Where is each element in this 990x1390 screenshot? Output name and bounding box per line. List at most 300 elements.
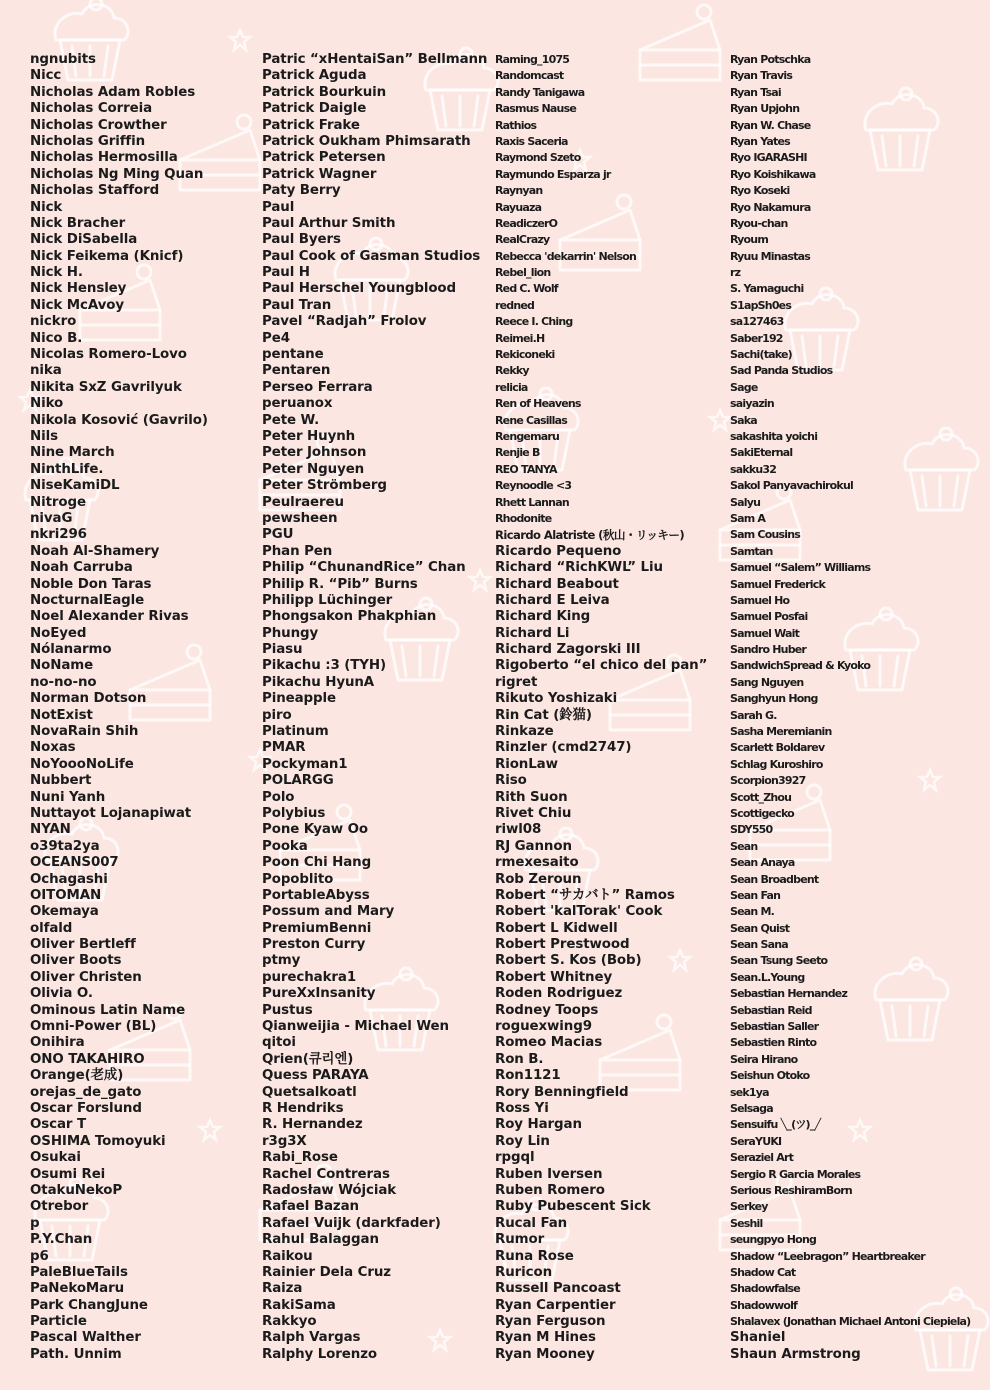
credit-name: PMAR bbox=[262, 740, 306, 756]
credit-name: Pooka bbox=[262, 838, 308, 854]
credit-name: Quess PARAYA bbox=[262, 1068, 369, 1084]
credit-name: Sebastian Hernandez bbox=[730, 987, 848, 1001]
credit-name: Sam A bbox=[730, 511, 766, 525]
credit-name: Ralphy Lorenzo bbox=[262, 1346, 377, 1362]
credit-name: Noel Alexander Rivas bbox=[30, 609, 189, 625]
credit-name: Sang Nguyen bbox=[730, 675, 804, 689]
credit-name: Qianweijia - Michael Wen bbox=[262, 1019, 449, 1035]
credit-name: Rinkaze bbox=[495, 724, 554, 740]
credit-name: Rith Suon bbox=[495, 789, 568, 805]
credit-name: Pineapple bbox=[262, 691, 336, 707]
credit-name: Ross Yi bbox=[495, 1101, 549, 1116]
credit-name: Polo bbox=[262, 789, 295, 805]
credit-name: Romeo Macias bbox=[495, 1035, 603, 1051]
credit-name: Rafael Vuijk (darkfader) bbox=[262, 1215, 441, 1231]
credit-name: Nicholas Hermosilla bbox=[30, 150, 178, 166]
credit-name: Rasmus Nause bbox=[495, 102, 576, 116]
credit-name: relicia bbox=[495, 380, 528, 394]
credit-name: Rakkyo bbox=[262, 1314, 317, 1330]
credits-column-3 bbox=[495, 52, 707, 1363]
credit-name: Ruricon bbox=[495, 1264, 553, 1280]
credit-name: Rathios bbox=[495, 118, 537, 132]
credit-name: Serkey bbox=[730, 1200, 768, 1214]
credit-name: Peter Strömberg bbox=[262, 478, 387, 494]
credit-name: Reynoodle <3 bbox=[495, 479, 572, 493]
credit-name: rmexesaito bbox=[495, 855, 579, 871]
credit-name: peruanox bbox=[262, 396, 333, 412]
credit-name: sakashita yoichi bbox=[730, 429, 818, 443]
credit-name: Scarlett Boldarev bbox=[730, 741, 825, 755]
credit-name: rigret bbox=[495, 674, 538, 690]
credit-name: Norman Dotson bbox=[30, 691, 147, 707]
credit-name: Ryan Carpentier bbox=[495, 1297, 616, 1313]
credit-name: Rhett Lannan bbox=[495, 495, 569, 509]
credit-name: Ron B. bbox=[495, 1051, 544, 1067]
credit-name: Patrick Oukham Phimsarath bbox=[262, 133, 471, 149]
credit-name: Nuttayot Lojanapiwat bbox=[30, 805, 192, 821]
credit-name: Peulraereu bbox=[262, 494, 344, 510]
credit-name: r3g3X bbox=[262, 1133, 307, 1149]
credit-name: Platinum bbox=[262, 724, 329, 740]
credit-name: OSHIMA Tomoyuki bbox=[30, 1133, 166, 1149]
credit-name: Scottigecko bbox=[730, 806, 794, 820]
credit-name: Rucal Fan bbox=[495, 1215, 568, 1231]
credit-name: R. Hernandez bbox=[262, 1117, 363, 1133]
credit-name: Richard “RichKWL” Liu bbox=[495, 560, 663, 576]
credit-name: S1apSh0es bbox=[730, 298, 792, 312]
credit-name: rpgql bbox=[495, 1150, 535, 1166]
credit-name: p bbox=[30, 1215, 40, 1231]
credit-name: S. Yamaguchi bbox=[730, 282, 804, 296]
credit-name: PaNekoMaru bbox=[30, 1281, 125, 1297]
credit-name: Sean M. bbox=[730, 905, 774, 919]
credit-name: Samuel Posfai bbox=[730, 610, 808, 624]
credit-name: Roden Rodriguez bbox=[495, 986, 623, 1002]
credit-name: Raxis Saceria bbox=[495, 134, 568, 148]
credit-name: Ryan Travis bbox=[730, 69, 793, 83]
credit-name: Robert 'kalTorak' Cook bbox=[495, 904, 663, 920]
credit-name: nkri296 bbox=[30, 527, 87, 543]
credit-name: Pascal Walther bbox=[30, 1330, 141, 1346]
credit-name: Niko bbox=[30, 396, 64, 412]
credit-name: Sam Cousins bbox=[730, 528, 800, 542]
credit-name: Osukai bbox=[30, 1150, 81, 1166]
credit-name: Salyu bbox=[730, 495, 761, 509]
credits-column-4 bbox=[730, 52, 970, 1363]
credit-name: Nicholas Correia bbox=[30, 101, 153, 117]
credit-name: NovaRain Shih bbox=[30, 724, 139, 740]
credit-name: Seshil bbox=[730, 1216, 763, 1230]
credit-name: Sachi(take) bbox=[730, 348, 792, 362]
credit-name: Philipp Lüchinger bbox=[262, 592, 393, 608]
credit-name: saiyazin bbox=[730, 397, 774, 411]
credit-name: Robert Prestwood bbox=[495, 937, 630, 953]
credit-name: Rivet Chiu bbox=[495, 805, 572, 821]
credit-name: purechakra1 bbox=[262, 969, 357, 985]
credit-name: Richard Beabout bbox=[495, 576, 619, 592]
credit-name: Quetsalkoatl bbox=[262, 1084, 357, 1100]
credit-name: Paul H bbox=[262, 265, 310, 281]
credit-name: Raming_1075 bbox=[495, 53, 570, 66]
credit-name: Peter Nguyen bbox=[262, 461, 365, 477]
credit-name: P.Y.Chan bbox=[30, 1232, 93, 1248]
credit-name: qitoi bbox=[262, 1035, 296, 1051]
credit-name: Ruben Iversen bbox=[495, 1166, 603, 1182]
credit-name: Roy Lin bbox=[495, 1133, 550, 1149]
credit-name: sek1ya bbox=[730, 1085, 769, 1099]
credit-name: Patrick Aguda bbox=[262, 68, 367, 84]
credit-name: Otrebor bbox=[30, 1199, 89, 1215]
credit-name: Richard Zagorski III bbox=[495, 642, 641, 658]
credit-name: Radosław Wójciak bbox=[262, 1182, 397, 1198]
credit-name: Patrick Wagner bbox=[262, 166, 377, 182]
credit-name: Nikola Kosović (Gavrilo) bbox=[30, 412, 208, 428]
credit-name: Ricardo Alatriste (秋山・リッキー) bbox=[495, 528, 685, 543]
credit-name: Shadowfalse bbox=[730, 1282, 800, 1296]
credit-name: Rebecca 'dekarrin' Nelson bbox=[495, 249, 637, 263]
credit-name: olfald bbox=[30, 920, 73, 936]
credit-name: Oscar T bbox=[30, 1117, 87, 1133]
credit-name: Rumor bbox=[495, 1232, 545, 1248]
credit-name: Nubbert bbox=[30, 773, 92, 789]
credit-name: ReadiczerO bbox=[495, 216, 558, 230]
credit-name: Randomcast bbox=[495, 69, 564, 83]
credit-name: Rory Benningfield bbox=[495, 1084, 629, 1100]
credit-name: NiseKamiDL bbox=[30, 478, 120, 494]
credit-name: Rekky bbox=[495, 364, 529, 378]
credit-name: Pikachu HyunA bbox=[262, 674, 375, 690]
credit-name: roguexwing9 bbox=[495, 1019, 592, 1035]
credit-name: Paul Herschel Youngblood bbox=[262, 281, 457, 297]
credit-name: OtakuNekoP bbox=[30, 1182, 123, 1198]
credit-name: Sean Broadbent bbox=[730, 872, 819, 886]
credit-name: Scorpion3927 bbox=[730, 774, 806, 788]
credit-name: Sarah G. bbox=[730, 708, 777, 722]
credit-name: Seira Hirano bbox=[730, 1052, 798, 1066]
credit-name: Nick Hensley bbox=[30, 281, 127, 297]
credit-name: Robert S. Kos (Bob) bbox=[495, 953, 642, 969]
credit-name: Nick bbox=[30, 199, 63, 215]
credit-name: Nicolas Romero-Lovo bbox=[30, 347, 187, 363]
credit-name: no-no-no bbox=[30, 674, 97, 690]
credit-name: Philip “ChunandRice” Chan bbox=[262, 560, 466, 576]
credit-name: Rhodonite bbox=[495, 511, 552, 525]
credit-name: Perseo Ferrara bbox=[262, 379, 373, 395]
credit-name: Ryan Tsai bbox=[730, 85, 781, 99]
credit-name: Peter Huynh bbox=[262, 428, 356, 444]
credit-name: nickro bbox=[30, 314, 77, 330]
credit-name: Sebastian Saller bbox=[730, 1020, 819, 1034]
credit-name: Preston Curry bbox=[262, 937, 366, 953]
credit-name: PortableAbyss bbox=[262, 887, 370, 903]
credit-name: Pe4 bbox=[262, 330, 290, 346]
credit-name: Paul Arthur Smith bbox=[262, 215, 396, 231]
credit-name: Oscar Forslund bbox=[30, 1101, 142, 1116]
credit-name: Peter Johnson bbox=[262, 445, 367, 461]
credit-name: Raiza bbox=[262, 1281, 303, 1297]
credit-name: Riso bbox=[495, 773, 527, 789]
credit-name: Ryan Upjohn bbox=[730, 102, 800, 116]
credit-name: Nicholas Ng Ming Quan bbox=[30, 166, 204, 182]
credit-name: Paul bbox=[262, 199, 295, 215]
credit-name: Raymundo Esparza jr bbox=[495, 167, 611, 181]
credit-name: nivaG bbox=[30, 510, 73, 526]
credit-name: Schlag Kuroshiro bbox=[730, 757, 823, 771]
credit-name: Sakol Panyavachirokul bbox=[730, 479, 853, 493]
credit-name: Scott_Zhou bbox=[730, 790, 792, 804]
credit-name: Ralph Vargas bbox=[262, 1330, 361, 1346]
credit-name: Sean Quist bbox=[730, 921, 790, 935]
credit-name: Selsaga bbox=[730, 1102, 773, 1115]
credit-name: redned bbox=[495, 298, 535, 312]
credit-name: Shalavex (Jonathan Michael Antoni Ciepiela) bbox=[730, 1315, 971, 1329]
credit-name: Park ChangJune bbox=[30, 1297, 148, 1313]
credit-name: Nico B. bbox=[30, 330, 83, 346]
credit-name: Rafael Bazan bbox=[262, 1199, 359, 1215]
credit-name: Ron1121 bbox=[495, 1068, 561, 1084]
credit-name: Samuel Frederick bbox=[730, 577, 825, 591]
credit-name: Patrick Petersen bbox=[262, 150, 386, 166]
credit-name: Shaniel bbox=[730, 1330, 786, 1346]
credit-name: Pone Kyaw Oo bbox=[262, 822, 368, 838]
credit-name: Shadowwolf bbox=[730, 1298, 798, 1312]
credit-name: Nine March bbox=[30, 445, 115, 461]
credit-name: Richard E Leiva bbox=[495, 592, 610, 608]
credit-name: Samtan bbox=[730, 544, 773, 558]
credit-name: Ryo Koseki bbox=[730, 184, 790, 198]
credit-name: R Hendriks bbox=[262, 1101, 344, 1116]
credit-name: Richard King bbox=[495, 609, 591, 625]
credits-column-1 bbox=[30, 52, 208, 1363]
credit-name: Orange(老成) bbox=[30, 1068, 124, 1084]
credit-name: Pikachu :3 (TYH) bbox=[262, 658, 387, 674]
credit-name: Serious ReshiramBorn bbox=[730, 1183, 852, 1197]
credit-name: Noah Carruba bbox=[30, 560, 133, 576]
credit-name: SandwichSpread & Kyoko bbox=[730, 659, 871, 673]
credit-name: Nólanarmo bbox=[30, 642, 112, 658]
credit-name: NoYoooNoLife bbox=[30, 756, 134, 772]
credit-name: NYAN bbox=[30, 822, 71, 838]
credit-name: RJ Gannon bbox=[495, 838, 572, 854]
credit-name: Patrick Frake bbox=[262, 117, 360, 133]
credit-name: Rengemaru bbox=[495, 429, 560, 443]
credit-name: Oliver Christen bbox=[30, 969, 142, 985]
credit-name: Seraziel Art bbox=[730, 1151, 794, 1165]
credit-name: Sage bbox=[730, 380, 758, 394]
credit-name: Ren of Heavens bbox=[495, 397, 581, 411]
credit-name: Shadow “Leebragon” Heartbreaker bbox=[730, 1249, 925, 1263]
credit-name: piro bbox=[262, 707, 292, 723]
credit-name: RakiSama bbox=[262, 1297, 336, 1313]
credit-name: PGU bbox=[262, 527, 294, 543]
credit-name: REO TANYA bbox=[495, 462, 557, 476]
credit-name: Sandro Huber bbox=[730, 643, 807, 657]
credit-name: Nick H. bbox=[30, 265, 83, 281]
credit-name: Sensuifu ╲_(ツ)_╱ bbox=[730, 1118, 821, 1132]
credit-name: Pockyman1 bbox=[262, 756, 348, 772]
credit-name: Paul Byers bbox=[262, 232, 341, 248]
credit-name: Ryo Nakamura bbox=[730, 200, 811, 214]
credit-name: Randy Tanigawa bbox=[495, 85, 585, 99]
credit-name: Ryou-chan bbox=[730, 216, 788, 230]
credit-name: Sean Tsung Seeto bbox=[730, 954, 828, 968]
credit-name: Raikou bbox=[262, 1248, 313, 1264]
credit-name: Rebel_lion bbox=[495, 266, 551, 280]
credit-name: Sad Panda Studios bbox=[730, 364, 833, 378]
credit-name: Shaun Armstrong bbox=[730, 1346, 861, 1362]
credit-name: Ryan Yates bbox=[730, 134, 790, 148]
credit-name: Samuel “Salem” Williams bbox=[730, 561, 871, 575]
credit-name: Oliver Boots bbox=[30, 953, 122, 969]
credit-name: Rayuaza bbox=[495, 200, 542, 214]
credit-name: NinthLife. bbox=[30, 461, 104, 477]
credit-name: Robert “サカバト” Ramos bbox=[495, 887, 675, 903]
credit-name: Nicholas Adam Robles bbox=[30, 84, 196, 100]
credit-name: o39ta2ya bbox=[30, 838, 100, 854]
credit-name: sa127463 bbox=[730, 315, 784, 329]
credit-name: NoEyed bbox=[30, 625, 87, 641]
credit-name: Nils bbox=[30, 428, 58, 444]
credit-name: Sasha Meremianin bbox=[730, 725, 832, 739]
credit-name: Phongsakon Phakphian bbox=[262, 609, 437, 625]
credit-name: OCEANS007 bbox=[30, 855, 119, 871]
credits-column-2 bbox=[262, 52, 487, 1363]
credit-name: Pete W. bbox=[262, 412, 320, 428]
credit-name: pewsheen bbox=[262, 510, 338, 526]
credit-name: p6 bbox=[30, 1248, 49, 1264]
credit-name: Rachel Contreras bbox=[262, 1166, 390, 1182]
credit-name: Nick Bracher bbox=[30, 215, 126, 231]
credit-name: Robert L Kidwell bbox=[495, 920, 618, 936]
credit-name: Paul Tran bbox=[262, 297, 332, 313]
credit-name: Rahul Balaggan bbox=[262, 1232, 379, 1248]
credit-name: Ryuu Minastas bbox=[730, 249, 810, 263]
credit-name: Ryan Mooney bbox=[495, 1346, 595, 1362]
credit-name: Path. Unnim bbox=[30, 1346, 122, 1362]
credit-name: Pustus bbox=[262, 1002, 313, 1018]
credit-name: Paty Berry bbox=[262, 183, 341, 199]
credit-name: Nikita SxZ Gavrilyuk bbox=[30, 379, 182, 395]
credit-name: Raynyan bbox=[495, 184, 543, 198]
credit-name: Sean Anaya bbox=[730, 856, 795, 870]
credit-name: nika bbox=[30, 363, 62, 379]
credit-name: Philip R. “Pib” Burns bbox=[262, 576, 418, 592]
credit-name: Red C. Wolf bbox=[495, 282, 558, 296]
credit-name: sakku32 bbox=[730, 462, 777, 476]
credit-name: Sean Sana bbox=[730, 938, 788, 952]
credit-name: Patrick Daigle bbox=[262, 101, 367, 117]
credit-name: Ochagashi bbox=[30, 871, 108, 887]
credit-name: RealCrazy bbox=[495, 233, 550, 247]
credit-name: Popoblito bbox=[262, 871, 334, 887]
credit-name: SeraYUKI bbox=[730, 1134, 782, 1148]
credit-name: Patric “xHentaiSan” Bellmann bbox=[262, 52, 488, 67]
credit-name: Pavel “Radjah” Frolov bbox=[262, 314, 427, 330]
credit-name: Qrien(큐리엔) bbox=[262, 1051, 354, 1067]
credit-name: Sean bbox=[730, 839, 758, 853]
credit-name: Saka bbox=[730, 413, 757, 427]
credit-name: Ruben Romero bbox=[495, 1182, 605, 1198]
credit-name: Sergio R Garcia Morales bbox=[730, 1167, 861, 1181]
credit-name: Renjie B bbox=[495, 446, 540, 460]
credit-name: RionLaw bbox=[495, 756, 558, 772]
credit-name: Reece I. Ching bbox=[495, 315, 573, 329]
credit-name: Rikuto Yoshizaki bbox=[495, 691, 618, 707]
credit-name: Nick McAvoy bbox=[30, 297, 125, 313]
credit-name: NocturnalEagle bbox=[30, 592, 145, 608]
credit-name: Sean.L.Young bbox=[730, 970, 805, 984]
credit-name: Seishun Otoko bbox=[730, 1069, 810, 1083]
credit-name: Ruby Pubescent Sick bbox=[495, 1199, 651, 1215]
credit-name: riwl08 bbox=[495, 822, 542, 838]
credit-name: Onihira bbox=[30, 1035, 85, 1051]
credit-name: Paul Cook of Gasman Studios bbox=[262, 248, 481, 264]
credit-name: Pentaren bbox=[262, 363, 331, 379]
credit-name: Ryo Koishikawa bbox=[730, 167, 816, 181]
credit-name: POLARGG bbox=[262, 773, 334, 789]
credit-name: Rin Cat (鈴猫) bbox=[495, 707, 592, 723]
credit-name: Reimei.H bbox=[495, 331, 545, 345]
credit-name: Sanghyun Hong bbox=[730, 692, 818, 706]
credit-name: Sean Fan bbox=[730, 888, 781, 902]
credit-name: Roy Hargan bbox=[495, 1117, 582, 1133]
credit-name: Robert Whitney bbox=[495, 969, 613, 985]
credit-name: NoName bbox=[30, 658, 94, 674]
credit-name: Noah Al-Shamery bbox=[30, 543, 160, 559]
credit-name: Rekiconeki bbox=[495, 348, 555, 362]
credit-name: PaleBlueTails bbox=[30, 1264, 128, 1280]
credit-name: Rainier Dela Cruz bbox=[262, 1264, 391, 1280]
credit-name: seungpyo Hong bbox=[730, 1233, 817, 1247]
credit-name: Shadow Cat bbox=[730, 1265, 796, 1279]
credit-name: Okemaya bbox=[30, 904, 99, 920]
credit-name: Raymond Szeto bbox=[495, 151, 581, 165]
credit-name: PureXxInsanity bbox=[262, 986, 376, 1002]
credit-name: Piasu bbox=[262, 642, 303, 658]
credit-name: Particle bbox=[30, 1314, 87, 1330]
credit-name: Olivia O. bbox=[30, 986, 93, 1002]
credit-name: Rob Zeroun bbox=[495, 871, 582, 887]
credit-name: Rodney Toops bbox=[495, 1002, 599, 1018]
credit-name: Nicholas Crowther bbox=[30, 117, 167, 133]
credit-name: Ryoum bbox=[730, 233, 768, 247]
credit-name: Patrick Bourkuin bbox=[262, 84, 387, 100]
credit-name: orejas_de_gato bbox=[30, 1084, 142, 1100]
credit-name: PremiumBenni bbox=[262, 920, 372, 936]
credit-name: Rabi_Rose bbox=[262, 1150, 338, 1166]
credit-name: Poon Chi Hang bbox=[262, 855, 372, 871]
credit-name: Sebastien Rinto bbox=[730, 1036, 817, 1050]
credit-name: OITOMAN bbox=[30, 887, 102, 903]
credit-name: Samuel Ho bbox=[730, 593, 790, 607]
credit-name: Nick DiSabella bbox=[30, 232, 138, 248]
credit-name: SDY550 bbox=[730, 823, 773, 837]
credit-name: Nuni Yanh bbox=[30, 789, 106, 805]
credit-name: Nitroge bbox=[30, 494, 86, 510]
credit-name: Polybius bbox=[262, 805, 326, 821]
credit-name: Rigoberto “el chico del pan” bbox=[495, 658, 708, 674]
credit-name: Sebastian Reid bbox=[730, 1003, 812, 1017]
credit-name: ptmy bbox=[262, 953, 301, 969]
credit-name: Omni-Power (BL) bbox=[30, 1019, 157, 1035]
credit-name: Richard Li bbox=[495, 625, 570, 641]
credit-name: rz bbox=[730, 266, 741, 280]
credit-name: Runa Rose bbox=[495, 1248, 574, 1264]
credit-name: Nicholas Stafford bbox=[30, 183, 160, 199]
credit-name: Ryan M Hines bbox=[495, 1330, 596, 1346]
credit-name: Ryan Ferguson bbox=[495, 1314, 606, 1330]
credit-name: Noble Don Taras bbox=[30, 576, 152, 592]
